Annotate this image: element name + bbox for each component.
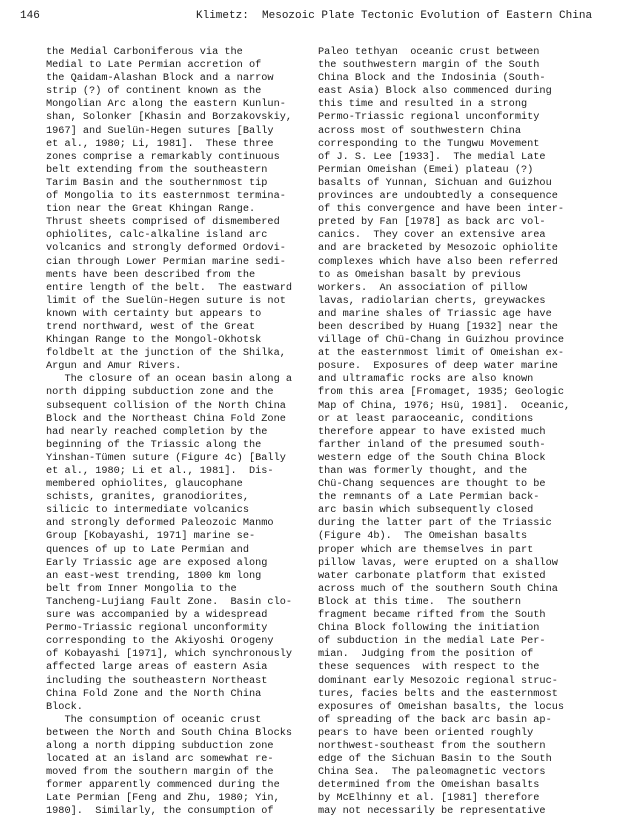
text-line: complexes which have also been referred <box>318 255 558 268</box>
text-line: lavas, radiolarian cherts, greywackes <box>318 294 546 307</box>
text-line: posure. Exposures of deep water marine <box>318 360 558 373</box>
text-line: Thrust sheets comprised of dismembered <box>46 216 280 229</box>
text-line: corresponding to the Tungwu Movement <box>318 137 540 150</box>
text-line: the remnants of a Late Permian back- <box>318 491 540 504</box>
text-line: these sequences with respect to the <box>318 661 540 674</box>
text-line: along a north dipping subduction zone <box>46 739 274 752</box>
text-line: former apparently commenced during the <box>46 779 280 792</box>
text-line: China Block following the initiation <box>318 622 540 635</box>
text-line: Mongolian Arc along the eastern Kunlun- <box>46 98 286 111</box>
text-line: pillow lavas, were erupted on a shallow <box>318 556 558 569</box>
text-line: corresponding to the Akiyoshi Orogeny <box>46 635 274 648</box>
text-line: from this area [Fromaget, 1935; Geologic <box>318 386 565 399</box>
text-line: volcanics and strongly deformed Ordovi- <box>46 242 286 255</box>
text-line: canics. They cover an extensive area <box>318 229 546 242</box>
text-line: north dipping subduction zone and the <box>46 386 274 399</box>
text-line: tures, facies belts and the easternmost <box>318 687 558 700</box>
text-line: between the North and South China Blocks <box>46 726 293 739</box>
text-line: cian through Lower Permian marine sedi- <box>46 255 286 268</box>
text-line: Block and the Northeast China Fold Zone <box>46 412 286 425</box>
text-line: fragment became rifted from the South <box>318 609 546 622</box>
text-line: Block at this time. The southern <box>318 595 521 608</box>
text-line: moved from the southern margin of the <box>46 766 274 779</box>
text-line: trend northward, west of the Great <box>46 320 256 333</box>
text-line: Early Triassic age are exposed along <box>46 556 268 569</box>
text-line: tion near the Great Khingan Range. <box>46 203 256 216</box>
text-line: strip (?) of continent known as the <box>46 85 262 98</box>
text-line: known with certainty but appears to <box>46 307 262 320</box>
text-line: and ultramafic rocks are also known <box>318 373 534 386</box>
text-line: dominant early Mesozoic regional struc- <box>318 674 558 687</box>
text-line: workers. An association of pillow <box>318 281 528 294</box>
text-line: China Sea. The paleomagnetic vectors <box>318 766 546 779</box>
text-line: Khingan Range to the Mongol-Okhotsk <box>46 334 262 347</box>
text-line: Permo-Triassic regional unconformity <box>46 622 268 635</box>
text-line: et al., 1980; Li et al., 1981]. Dis- <box>46 465 274 477</box>
text-line: an east-west trending, 1800 km long <box>46 569 262 582</box>
text-line: belt from Inner Mongolia to the <box>46 582 237 595</box>
text-line: northwest-southeast from the southern <box>318 739 546 752</box>
text-line: 1980]. Similarly, the consumption of <box>46 805 274 818</box>
text-line: quences of up to Late Permian and <box>46 543 249 556</box>
text-line: The closure of an ocean basin along a <box>46 373 293 386</box>
text-line: Medial to Late Permian accretion of <box>46 59 262 72</box>
text-line: Chü-Chang sequences are thought to be <box>318 478 546 491</box>
text-line: Paleo tethyan oceanic crust between <box>318 46 540 58</box>
text-line: sure was accompanied by a widespread <box>46 609 268 622</box>
left-column <box>46 46 336 819</box>
text-line: Tarim Basin and the southernmost tip <box>46 176 268 189</box>
text-line: et al., 1980; Li, 1981]. These three <box>46 137 274 150</box>
text-line: proper which are themselves in part <box>318 543 534 556</box>
text-line: had nearly reached completion by the <box>46 425 268 438</box>
text-line: Argun and Amur Rivers. <box>46 360 182 373</box>
text-line: or at least paraoceanic, conditions <box>318 412 534 425</box>
text-line: water carbonate platform that existed <box>318 569 546 582</box>
text-line: and marine shales of Triassic age have <box>318 307 552 320</box>
text-line: Block. <box>46 700 83 713</box>
text-line: exposures of Omeishan basalts, the locus <box>318 700 565 713</box>
text-line: may not necessarily be representative <box>318 805 546 818</box>
text-line: during the latter part of the Triassic <box>318 517 552 530</box>
text-line: determined from the Omeishan basalts <box>318 779 540 792</box>
text-line: and are bracketed by Mesozoic ophiolite <box>318 242 558 255</box>
text-line: edge of the Sichuan Basin to the South <box>318 753 552 766</box>
text-line: by McElhinny et al. [1981] therefore <box>318 792 540 805</box>
text-line: subsequent collision of the North China <box>46 399 286 412</box>
text-line: China Fold Zone and the North China <box>46 687 262 700</box>
text-line: basalts of Yunnan, Sichuan and Guizhou <box>318 176 552 189</box>
text-line: foldbelt at the junction of the Shilka, <box>46 347 286 360</box>
text-line: including the southeastern Northeast <box>46 674 268 687</box>
text-line: mian. Judging from the position of <box>318 648 534 661</box>
text-line: arc basin which subsequently closed <box>318 504 534 517</box>
text-line: entire length of the belt. The eastward <box>46 281 293 294</box>
text-line: belt extending from the southeastern <box>46 163 268 176</box>
text-line: than was formerly thought, and the <box>318 465 528 477</box>
text-line: been described by Huang [1932] near the <box>318 320 558 333</box>
text-line: provinces are undoubtedly a consequence <box>318 190 558 203</box>
text-line: of J. S. Lee [1933]. The medial Late <box>318 150 546 163</box>
text-line: therefore appear to have existed much <box>318 425 546 438</box>
text-line: ophiolites, calc-alkaline island arc <box>46 229 268 242</box>
text-line: 1967] and Suelün-Hegen sutures [Bally <box>46 124 274 137</box>
text-line: to as Omeishan basalt by previous <box>318 268 521 281</box>
page-header <box>20 8 620 24</box>
text-line: membered ophiolites, glaucophane <box>46 478 243 491</box>
text-line: (Figure 4b). The Omeishan basalts <box>318 530 528 543</box>
text-line: Map of China, 1976; Hsü, 1981]. Oceanic, <box>318 399 571 412</box>
text-line: of Kobayashi [1971], which synchronously <box>46 648 293 661</box>
text-line: across most of southwestern China <box>318 124 521 137</box>
text-line: Tancheng-Lujiang Fault Zone. Basin clo- <box>46 595 293 608</box>
running-head: Klimetz: Mesozoic Plate Tectonic Evolution of Eastern China <box>196 10 593 22</box>
text-line: limit of the Suelün-Hegen suture is not <box>46 294 286 307</box>
text-line: of Mongolia to its easternmost termina- <box>46 190 286 203</box>
text-line: the southwestern margin of the South <box>318 59 540 72</box>
text-line: Permo-Triassic regional unconformity <box>318 111 540 124</box>
text-line: silicic to intermediate volcanics <box>46 504 249 517</box>
text-line: the Medial Carboniferous via the <box>46 46 243 58</box>
text-line: schists, granites, granodiorites, <box>46 491 249 504</box>
text-line: of this convergence and have been inter- <box>318 203 565 216</box>
page-number: 146 <box>20 10 40 22</box>
text-line: The consumption of oceanic crust <box>46 713 262 726</box>
text-line: ments have been described from the <box>46 268 256 281</box>
text-line: Yinshan-Tümen suture (Figure 4c) [Bally <box>46 451 286 464</box>
text-line: and strongly deformed Paleozoic Manmo <box>46 517 274 530</box>
text-line: western edge of the South China Block <box>318 451 546 464</box>
text-line: affected large areas of eastern Asia <box>46 661 268 674</box>
text-line: this time and resulted in a strong <box>318 98 528 111</box>
text-line: across much of the southern South China <box>318 582 558 595</box>
text-line: Group [Kobayashi, 1971] marine se- <box>46 530 256 543</box>
text-line: pears to have been oriented roughly <box>318 726 534 739</box>
text-line: of spreading of the back arc basin ap- <box>318 713 552 726</box>
text-line: beginning of the Triassic along the <box>46 438 262 451</box>
text-line: farther inland of the presumed south- <box>318 438 546 451</box>
text-line: Late Permian [Feng and Zhu, 1980; Yin, <box>46 792 280 805</box>
text-line: located at an island arc somewhat re- <box>46 753 274 766</box>
text-line: the Qaidam-Alashan Block and a narrow <box>46 72 274 85</box>
text-line: of subduction in the medial Late Per- <box>318 635 546 648</box>
text-line: shan, Solonker [Khasin and Borzakovskiy, <box>46 111 293 124</box>
text-line: east Asia) Block also commenced during <box>318 85 552 98</box>
text-line: zones comprise a remarkably continuous <box>46 150 280 163</box>
right-column <box>318 46 608 819</box>
text-line: preted by Fan [1978] as back arc vol- <box>318 216 546 229</box>
text-line: China Block and the Indosinia (South- <box>318 72 546 85</box>
text-line: village of Chü-Chang in Guizhou province <box>318 334 565 347</box>
text-line: Permian Omeishan (Emei) plateau (?) <box>318 163 534 176</box>
text-line: at the easternmost limit of Omeishan ex- <box>318 347 565 360</box>
